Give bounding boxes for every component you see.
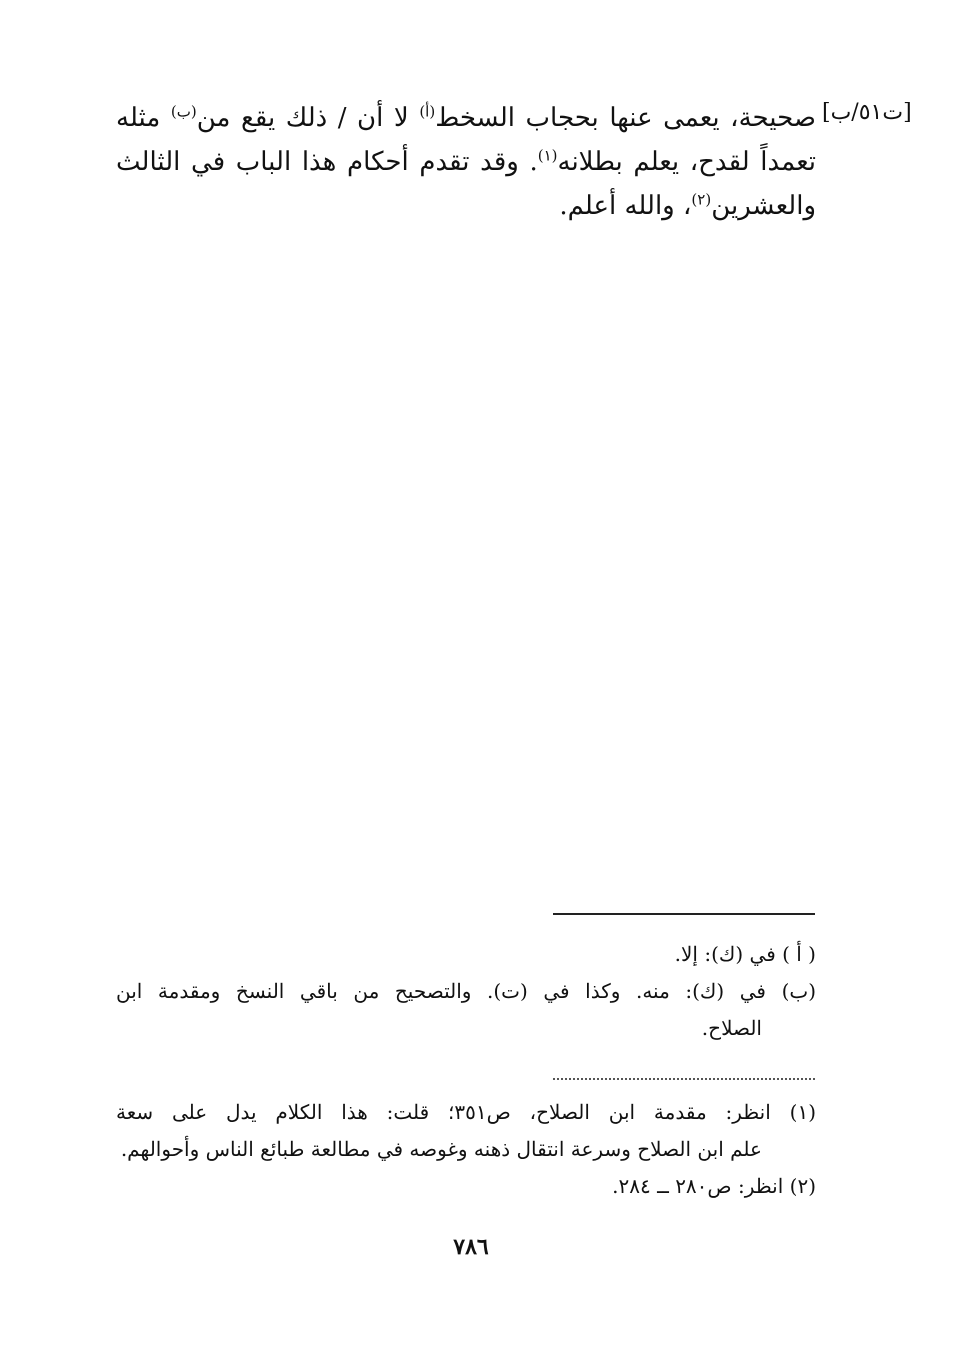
variant-note-continuation: الصلاح.	[701, 1016, 762, 1040]
footnote-marker: (١)	[789, 1100, 817, 1124]
main-text-line	[116, 184, 816, 228]
footnote-continuation: علم ابن الصلاح وسرعة انتقال ذهنه وغوصه في مطالعة طبائع الناس وأحوالهم.	[120, 1137, 762, 1161]
footnotes	[116, 1094, 816, 1205]
main-text-segment: مثله	[116, 103, 171, 133]
main-text-segment: والعشرين	[711, 191, 816, 221]
dotted-separator	[553, 1078, 815, 1080]
footnote-text: انظر: ص٢٨٠ ــ ٢٨٤.	[612, 1174, 784, 1198]
footnote-text: انظر: مقدمة ابن الصلاح، ص٣٥١؛ قلت: هذا الكلام يدل على سعة	[116, 1100, 771, 1124]
variant-notes	[116, 936, 816, 1047]
page-number-text: ٧٨٦	[453, 1234, 489, 1260]
main-text-block	[116, 96, 816, 228]
main-text-segment: تعمداً لقدح، يعلم بطلانه	[557, 147, 816, 177]
main-text-line	[116, 96, 816, 140]
main-text-line	[116, 140, 816, 184]
main-text-segment: صحيحة، يعمى عنها بحجاب السخط	[435, 103, 816, 133]
page-number	[0, 1234, 954, 1260]
variant-note-text: في (ك): منه. وكذا في (ت). والتصحيح من باقي النسخ ومقدمة ابن	[116, 979, 766, 1003]
main-text-segment: لا أن / ذلك يقع من	[196, 103, 420, 133]
variant-note-text: في (ك): إلا.	[674, 942, 776, 966]
footnote-separator	[553, 913, 815, 915]
margin-reference: [ت٥١/ب]	[822, 100, 912, 125]
footnote-reference: (أ)	[419, 102, 436, 121]
variant-note-marker: (ب)	[781, 979, 817, 1003]
variant-note-line	[116, 973, 816, 1010]
footnote-reference: (ب)	[170, 102, 197, 121]
footnote-marker: (٢)	[789, 1174, 816, 1198]
footnote-line	[116, 1094, 816, 1131]
main-text-segment: . وقد تقدم أحكام هذا الباب في الثالث	[116, 147, 538, 177]
footnote-reference: (١)	[537, 146, 558, 165]
variant-note-marker: ( أ )	[782, 942, 816, 966]
main-text-segment: ، والله أعلم.	[559, 191, 692, 221]
footnote	[116, 1168, 816, 1205]
variant-note	[116, 973, 816, 1047]
variant-note-line	[116, 936, 816, 973]
footnote	[116, 1094, 816, 1168]
footnote-line	[116, 1168, 816, 1205]
variant-note	[116, 936, 816, 973]
footnote-reference: (٢)	[691, 190, 712, 209]
